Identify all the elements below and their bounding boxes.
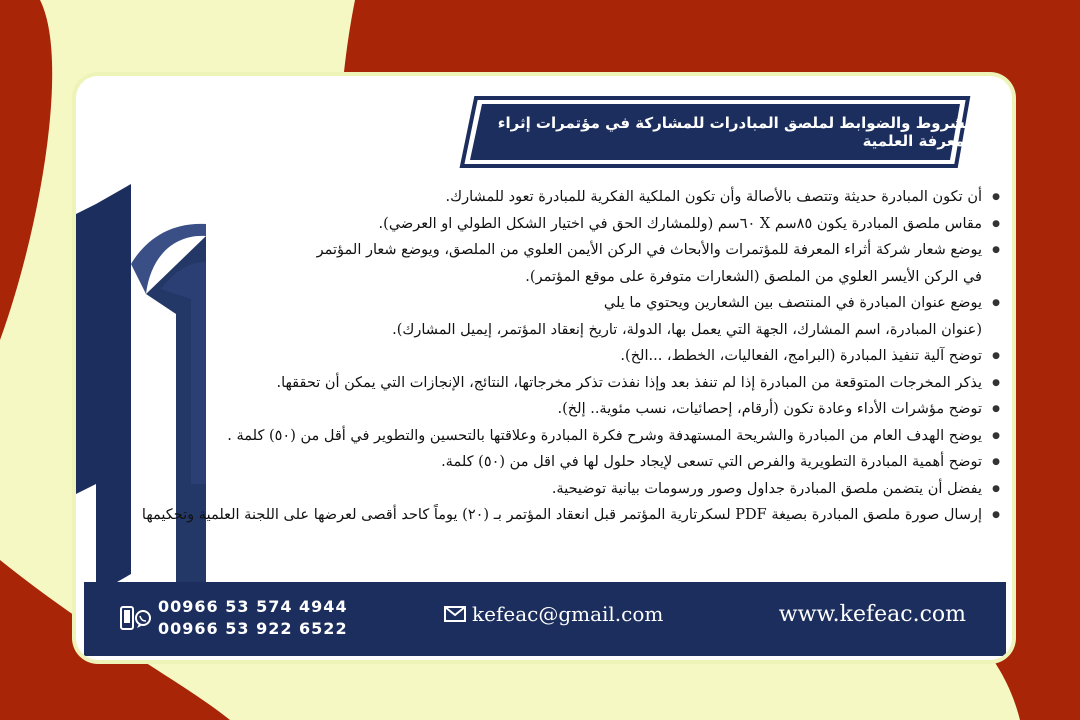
rule-item: ● يوضح الهدف العام من المبادرة والشريحة المستهدفة وشرح فكرة المبادرة وعلاقتها بالتحسين والتطوير في أقل من (٥٠) كلمة . (112, 423, 982, 450)
rule-item-continuation: في الركن الأيسر العلوي من الملصق (الشعارات متوفرة على موقع المؤتمر). (525, 268, 982, 285)
phone-number-2[interactable]: 00966 53 922 6522 (158, 619, 348, 638)
rule-item: ● مقاس ملصق المبادرة يكون ٨٥سم X ٦٠سم (وللمشارك الحق في اختيار الشكل الطولي او العرضي). (112, 211, 982, 238)
rule-item: ● يفضل أن يتضمن ملصق المبادرة جداول وصور ورسومات بيانية توضيحية. (112, 476, 982, 503)
title-banner (456, 94, 976, 170)
rule-item: ● إرسال صورة ملصق المبادرة بصيغة PDF لسكرتارية المؤتمر قبل انعقاد المؤتمر بـ (٢٠) يوماً كاحد أقصى لعرضها على اللجنة العلمية وتحكيمها (112, 502, 982, 529)
contact-footer (84, 582, 1006, 656)
content-card (76, 76, 1012, 660)
rule-item: ● يذكر المخرجات المتوقعة من المبادرة إذا لم تنفذ بعد وإذا نفذت تذكر مخرجاتها، النتائج، الإنجازات التي يمكن أن تحققها. (112, 370, 982, 397)
rule-item-continuation: (عنوان المبادرة، اسم المشارك، الجهة التي يعمل بها، الدولة، تاريخ إنعقاد المؤتمر، إيميل المشارك). (392, 321, 982, 338)
envelope-icon (444, 606, 466, 622)
rules-list (112, 184, 1004, 529)
mobile-whatsapp-icon (120, 606, 152, 630)
rule-item: ● توضح آلية تنفيذ المبادرة (البرامج، الفعاليات، الخطط، ...الخ). (112, 343, 982, 370)
rule-item: ● أن تكون المبادرة حديثة وتتصف بالأصالة وأن تكون الملكية الفكرية للمبادرة تعود للمشارك. (112, 184, 982, 211)
email-address[interactable]: kefeac@gmail.com (472, 602, 664, 626)
rule-item: ● يوضع عنوان المبادرة في المنتصف بين الشعارين ويحتوي ما يلي (112, 290, 982, 317)
phone-contacts (120, 596, 348, 640)
email-contact[interactable] (444, 602, 663, 626)
rule-item: ● يوضع شعار شركة أثراء المعرفة للمؤتمرات والأبحاث في الركن الأيمن العلوي من الملصق، ويوضع شعار المؤتمر (112, 237, 982, 264)
page-title: الشروط والضوابط لملصق المبادرات للمشاركة في مؤتمرات إثراء المعرفة العلمية (497, 114, 976, 150)
phone-number-1[interactable]: 00966 53 574 4944 (158, 597, 348, 616)
rule-item: ● توضح أهمية المبادرة التطويرية والفرص التي تسعى لإيجاد حلول لها في اقل من (٥٠) كلمة. (112, 449, 982, 476)
website-link[interactable]: www.kefeac.com (778, 602, 966, 627)
rule-item: ● توضح مؤشرات الأداء وعادة تكون (أرقام، إحصائيات، نسب مئوية.. إلخ). (112, 396, 982, 423)
